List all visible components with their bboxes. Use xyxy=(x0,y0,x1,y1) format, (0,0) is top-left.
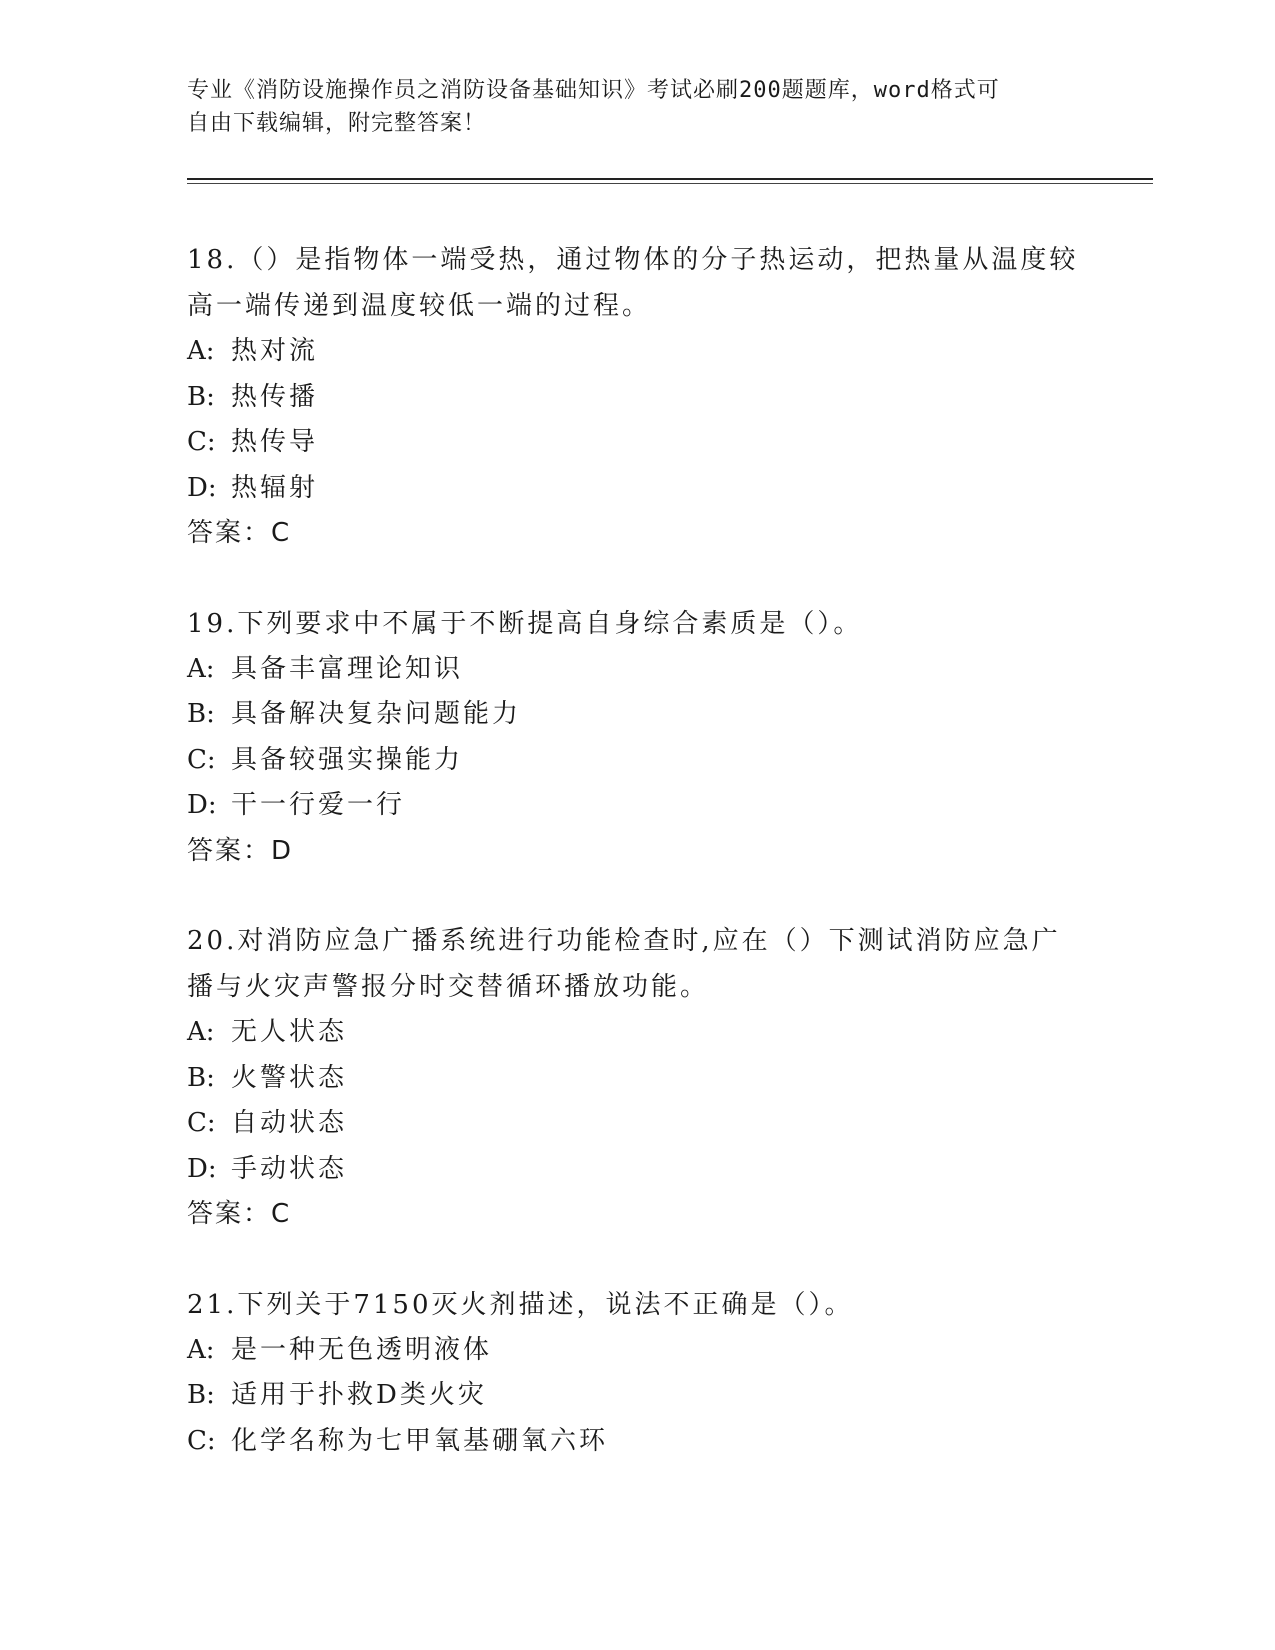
option-text: 无人状态 xyxy=(231,1017,348,1047)
answer-line: 答案：C xyxy=(187,1199,292,1229)
option-b xyxy=(187,1056,1087,1102)
option-label: C: xyxy=(187,1108,216,1138)
question-list xyxy=(187,237,1087,1508)
option-b xyxy=(187,1373,1087,1419)
option-a xyxy=(187,1010,1087,1056)
question-21 xyxy=(187,1282,1087,1465)
option-text: 热辐射 xyxy=(231,472,319,503)
option-d xyxy=(187,783,1087,829)
option-a xyxy=(187,647,1087,693)
question-19 xyxy=(187,601,1087,875)
question-stem-line: 21.下列关于7150灭火剂描述，说法不正确是（）。 xyxy=(187,1289,854,1320)
option-text: 具备较强实操能力 xyxy=(231,744,464,775)
option-text: 是一种无色透明液体 xyxy=(231,1334,493,1365)
option-label: C: xyxy=(187,427,216,457)
answer-line: 答案：D xyxy=(187,835,294,866)
option-text: 自动状态 xyxy=(231,1108,348,1138)
option-label: B: xyxy=(187,1380,215,1410)
option-label: B: xyxy=(187,699,215,729)
option-label: B: xyxy=(187,1062,215,1093)
header-line-1: 专业《消防设施操作员之消防设备基础知识》考试必刷200题题库，word格式可 xyxy=(187,78,1000,103)
option-b xyxy=(187,692,1087,738)
header-divider-thin xyxy=(187,183,1153,184)
option-label: D: xyxy=(187,790,217,820)
option-a xyxy=(187,329,1087,375)
option-text: 具备丰富理论知识 xyxy=(231,653,464,684)
option-c xyxy=(187,1419,1087,1465)
option-c xyxy=(187,1101,1087,1147)
option-label: A: xyxy=(187,336,215,366)
option-label: C: xyxy=(187,1425,216,1456)
option-text: 干一行爱一行 xyxy=(231,790,406,820)
option-label: C: xyxy=(187,744,216,775)
question-20 xyxy=(187,918,1087,1238)
option-text: 化学名称为七甲氧基硼氧六环 xyxy=(231,1425,609,1456)
option-label: A: xyxy=(187,1334,215,1365)
option-d xyxy=(187,1147,1087,1193)
option-text: 热传播 xyxy=(231,381,319,412)
option-b xyxy=(187,375,1087,421)
option-text: 火警状态 xyxy=(231,1062,348,1093)
question-stem-line: 播与火灾声警报分时交替循环播放功能。 xyxy=(187,972,710,1002)
option-d xyxy=(187,466,1087,512)
option-a xyxy=(187,1328,1087,1374)
option-text: 热传导 xyxy=(231,427,319,457)
question-18 xyxy=(187,237,1087,557)
header-line-2: 自由下载编辑，附完整答案！ xyxy=(187,111,487,136)
option-c xyxy=(187,420,1087,466)
option-c xyxy=(187,738,1087,784)
answer-line: 答案：C xyxy=(187,518,292,548)
option-label: B: xyxy=(187,381,215,412)
question-stem-line: 18.（）是指物体一端受热，通过物体的分子热运动，把热量从温度较 xyxy=(187,245,1079,275)
option-label: D: xyxy=(187,472,217,503)
option-label: A: xyxy=(187,1017,215,1047)
question-stem-line: 20.对消防应急广播系统进行功能检查时,应在（）下测试消防应急广 xyxy=(187,926,1061,956)
option-text: 适用于扑救D类火灾 xyxy=(231,1380,487,1410)
question-stem-line: 19.下列要求中不属于不断提高自身综合素质是（）。 xyxy=(187,608,863,639)
option-label: D: xyxy=(187,1153,217,1184)
question-stem-line: 高一端传递到温度较低一端的过程。 xyxy=(187,291,652,321)
option-text: 具备解决复杂问题能力 xyxy=(231,699,522,729)
header-divider-thick xyxy=(187,178,1153,180)
option-text: 热对流 xyxy=(231,336,319,366)
document-header xyxy=(187,74,1087,140)
option-label: A: xyxy=(187,653,215,684)
option-text: 手动状态 xyxy=(231,1153,348,1184)
